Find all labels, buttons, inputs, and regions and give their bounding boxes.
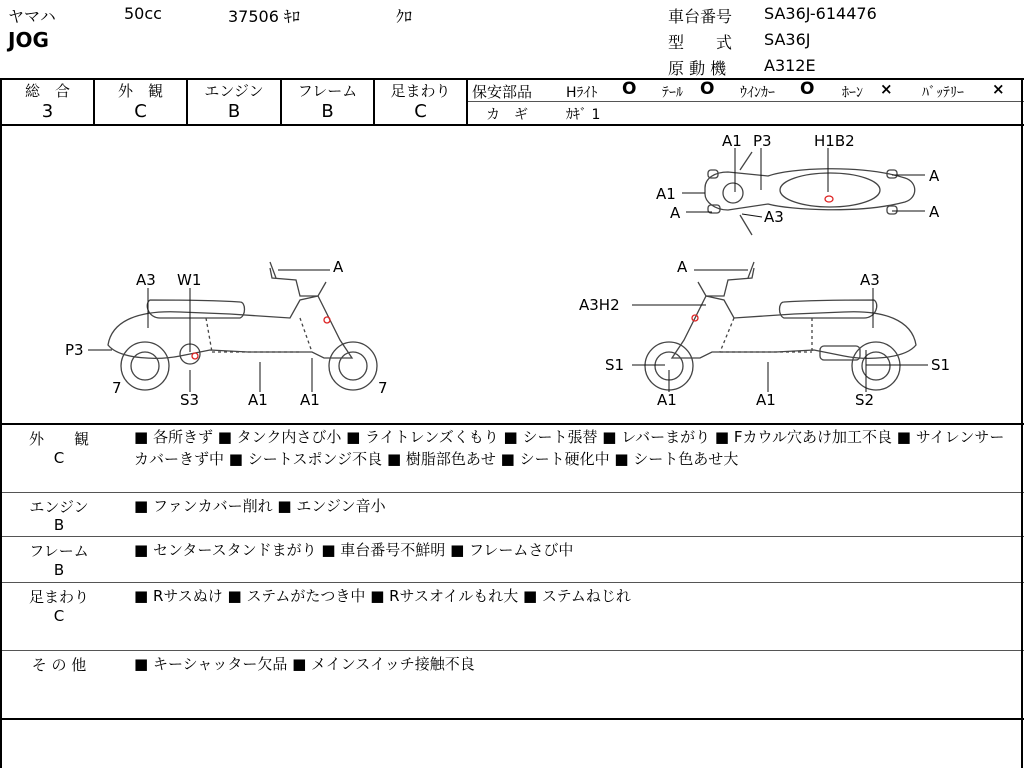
exterior-label: 外 観 [117, 82, 163, 100]
label-right-a: A [677, 258, 688, 276]
section-grade: B [53, 516, 65, 534]
safety-item-tail: ﾃｰﾙ [662, 85, 683, 101]
displacement: 50cc [124, 4, 162, 23]
scooter-top-view [705, 152, 915, 235]
label-right-s1-front: S1 [605, 356, 625, 374]
divider [466, 78, 468, 125]
maker: ヤマハ [8, 7, 56, 26]
key-label: カ ギ [486, 107, 528, 123]
section-text: ■ Rサスぬけ ■ ステムがたつき中 ■ Rサスオイルもれ大 ■ ステムねじれ [134, 587, 631, 605]
damage-diagram [0, 126, 1024, 422]
safety-item-horn: ﾎｰﾝ [842, 85, 863, 101]
label-right-s1-rear: S1 [931, 356, 951, 374]
safety-mark-battery: × [992, 80, 1005, 98]
type-value: SA36J [764, 30, 811, 49]
label-left-s3: S3 [180, 391, 200, 409]
frame-rating-value: B [321, 101, 334, 122]
damage-mark [825, 196, 833, 202]
section-grade: B [53, 561, 65, 579]
section-label: 外 観 [28, 430, 89, 448]
label-left-a: A [333, 258, 344, 276]
divider [0, 492, 1024, 493]
key-value: ｶｷﾞ 1 [566, 107, 601, 123]
safety-item-battery: ﾊﾞｯﾃﾘｰ [922, 85, 964, 101]
safety-item-headlight: Hﾗｲﾄ [566, 85, 598, 101]
label-top-a1-left: A1 [656, 185, 676, 203]
label-left-a1: A1 [248, 391, 268, 409]
label-left-7-front: 7 [112, 379, 122, 397]
label-left-p3: P3 [65, 341, 84, 359]
chassis-label: 車台番号 [668, 7, 733, 26]
label-top-a-rear1: A [929, 167, 940, 185]
section-text: ■ ファンカバー削れ ■ エンジン音小 [134, 497, 386, 515]
section-grade: C [53, 449, 65, 467]
total-value: 3 [41, 101, 54, 122]
engine-label: 原 動 機 [668, 59, 727, 78]
divider [0, 718, 1024, 720]
section-label: 足まわり [28, 588, 89, 606]
label-right-a3h2: A3H2 [579, 296, 620, 314]
label-left-a1-2: A1 [300, 391, 320, 409]
label-top-a3: A3 [764, 208, 784, 226]
label-top-p3: P3 [753, 132, 772, 150]
engine-rating-value: B [227, 101, 241, 122]
color: ｸﾛ [396, 7, 413, 26]
total-label: 総 合 [24, 82, 70, 100]
section-label: そ の 他 [31, 656, 87, 674]
section-grade: C [53, 607, 65, 625]
exterior-value: C [134, 101, 147, 122]
section-label: フレーム [29, 542, 89, 560]
label-top-a-rear2: A [929, 203, 940, 221]
label-right-a1-2: A1 [756, 391, 776, 409]
section-text: ■ センタースタンドまがり ■ 車台番号不鮮明 ■ フレームさび中 [134, 541, 574, 559]
label-left-w1: W1 [177, 271, 202, 289]
section-label: エンジン [29, 498, 89, 516]
safety-mark-tail: O [700, 79, 715, 99]
label-right-s2: S2 [855, 391, 875, 409]
suspension-rating-value: C [414, 101, 427, 122]
safety-item-winker: ｳｲﾝｶｰ [740, 85, 775, 101]
frame-rating-label: フレーム [297, 82, 358, 100]
mileage: 37506 ｷﾛ [228, 7, 300, 26]
label-right-a1: A1 [657, 391, 677, 409]
damage-mark [192, 353, 198, 359]
suspension-rating-label: 足まわり [390, 82, 451, 100]
divider [0, 536, 1024, 537]
divider [0, 423, 1024, 425]
section-text: ■ 各所きず ■ タンク内さび小 ■ ライトレンズくもり ■ シート張替 ■ レバーまがり ■ Fカウル穴あけ加工不良 ■ サイレンサーカバーきず中 ■ シートスポンジ不良 ■ 樹脂部色あせ ■ シート硬化中 ■ シート色あせ大 [134, 428, 1005, 468]
section-text: ■ キーシャッター欠品 ■ メインスイッチ接触不良 [134, 655, 475, 673]
engine-value: A312E [764, 56, 816, 75]
label-left-7-rear: 7 [378, 379, 388, 397]
chassis-value: SA36J-614476 [764, 4, 877, 23]
safety-mark-horn: × [880, 80, 893, 98]
safety-mark-headlight: O [622, 79, 637, 99]
label-right-a3: A3 [860, 271, 880, 289]
label-top-a-left: A [670, 204, 681, 222]
safety-mark-winker: O [800, 79, 815, 99]
type-label: 型 式 [668, 33, 733, 52]
label-top-h1b2: H1B2 [814, 132, 855, 150]
damage-mark [324, 317, 330, 323]
safety-label: 保安部品 [472, 83, 533, 101]
label-top-a1: A1 [722, 132, 742, 150]
engine-rating-label: エンジン [204, 82, 264, 100]
divider [0, 650, 1024, 651]
label-left-a3: A3 [136, 271, 156, 289]
model-name: JOG [8, 28, 49, 52]
divider [0, 582, 1024, 583]
